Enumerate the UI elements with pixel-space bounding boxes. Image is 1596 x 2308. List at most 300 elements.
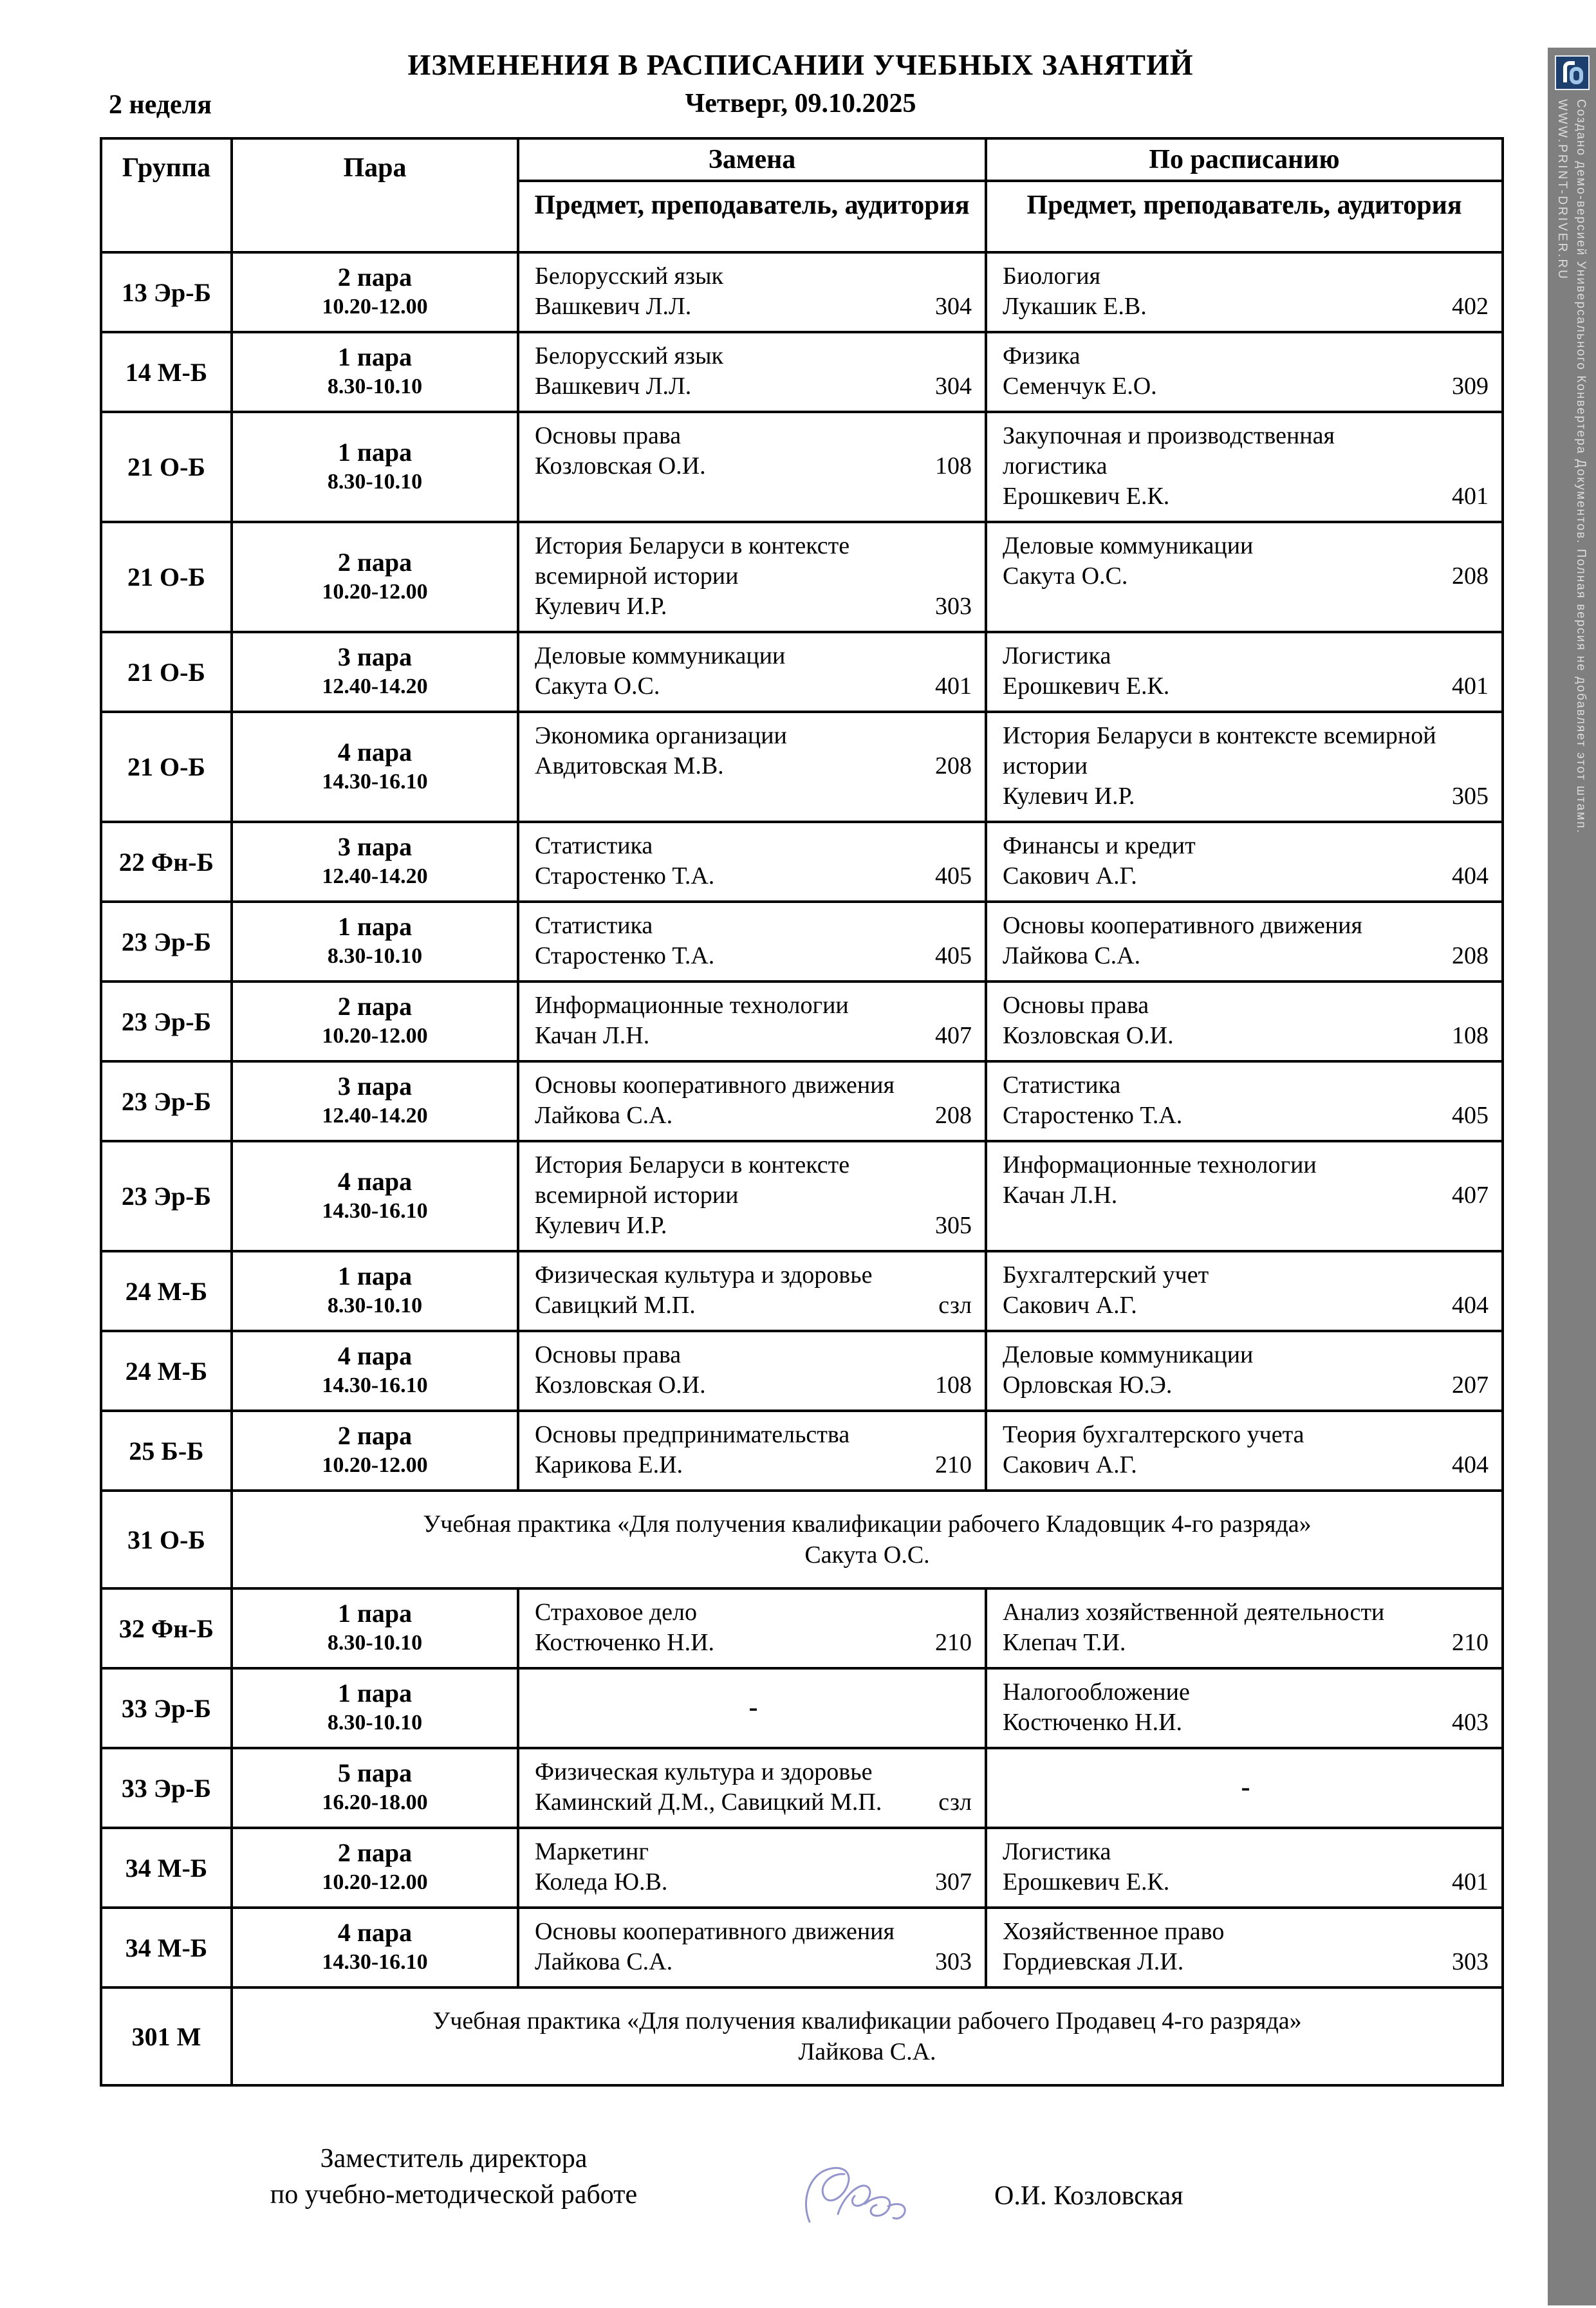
lesson-layout (1003, 1597, 1489, 1658)
lesson-teacher: Лукашик Е.В. (1003, 293, 1147, 320)
group-cell: 23 Эр-Б (101, 1061, 232, 1141)
table-row (101, 412, 1503, 522)
lesson-text (1003, 1070, 1182, 1131)
pair-cell (232, 1588, 518, 1668)
lesson-text (535, 1597, 714, 1658)
group-cell: 23 Эр-Б (101, 902, 232, 982)
replacement-subheader: Предмет, преподаватель, аудитория (518, 181, 986, 252)
pair-cell (232, 902, 518, 982)
lesson-subject: Деловые коммуникации (1003, 532, 1254, 559)
lesson-layout (1003, 421, 1489, 512)
lesson-layout (535, 1420, 972, 1480)
signer-position (196, 2141, 711, 2213)
pair-cell (232, 1251, 518, 1331)
room-number: 208 (1452, 942, 1489, 969)
date-label: Четверг, 09.10.2025 (685, 89, 916, 118)
pair-cell (232, 632, 518, 712)
lesson-teacher: Козловская О.И. (535, 452, 706, 479)
group-cell: 21 О-Б (101, 632, 232, 712)
lesson-layout (1003, 341, 1489, 402)
replacement-cell (518, 712, 986, 822)
room-number: 210 (1452, 1629, 1489, 1656)
lesson-subject: Биология (1003, 263, 1101, 290)
table-row (101, 1908, 1503, 1987)
lesson-layout (1003, 1070, 1489, 1131)
pair-time: 14.30-16.10 (322, 1950, 428, 1974)
scheduled-cell (986, 822, 1503, 902)
lesson-layout (1003, 831, 1489, 891)
pair-label: 4 пара (337, 737, 413, 767)
lesson-teacher: Семенчук Е.О. (1003, 373, 1157, 400)
subheader-line (100, 88, 1501, 126)
replacement-cell (518, 1588, 986, 1668)
lesson-teacher: Костюченко Н.И. (535, 1629, 715, 1656)
lesson-layout (1003, 991, 1489, 1051)
replacement-cell (518, 522, 986, 632)
lesson-teacher: Качан Л.Н. (535, 1022, 650, 1049)
table-row (101, 1251, 1503, 1331)
pair-time: 8.30-10.10 (327, 1631, 423, 1655)
room-number: 207 (1452, 1372, 1489, 1399)
watermark-line1: Создано демо-версией Универсального Конвертера Документов. Полная версия не добавляет этот штамп. (1574, 99, 1588, 834)
lesson-layout (1003, 911, 1489, 971)
lesson-text (1003, 341, 1157, 402)
watermark-text (1553, 99, 1590, 2223)
lesson-text (535, 1757, 882, 1818)
room-number: сзл (938, 1789, 972, 1816)
lesson-text (1003, 911, 1362, 971)
lesson-layout (1003, 721, 1489, 812)
lesson-subject: Закупочная и производственная логистика (1003, 422, 1335, 479)
lesson-text (1003, 641, 1169, 702)
room-number: 401 (1452, 673, 1489, 700)
lesson-subject: Белорусский язык (535, 342, 723, 369)
replacement-cell (518, 1141, 986, 1251)
lesson-text (535, 991, 849, 1051)
room-number: 401 (1452, 483, 1489, 510)
pair-cell (232, 1141, 518, 1251)
scheduled-cell (986, 982, 1503, 1061)
scheduled-cell (986, 522, 1503, 632)
pair-label: 3 пара (337, 832, 413, 861)
lesson-subject: Информационные технологии (1003, 1151, 1317, 1178)
pair-cell (232, 1748, 518, 1828)
page-root (0, 48, 1596, 2305)
lesson-subject: История Беларуси в контексте всемирной истории (535, 532, 850, 590)
table-row (101, 522, 1503, 632)
lesson-subject: Физическая культура и здоровье (535, 1261, 873, 1289)
lesson-teacher: Кулевич И.Р. (1003, 783, 1135, 810)
group-cell: 24 М-Б (101, 1251, 232, 1331)
table-row (101, 1061, 1503, 1141)
replacement-cell (518, 982, 986, 1061)
lesson-subject: Основы кооперативного движения (535, 1918, 895, 1945)
room-number: 404 (1452, 1451, 1489, 1478)
table-row (101, 902, 1503, 982)
lesson-text (1003, 1340, 1253, 1401)
pair-cell (232, 1331, 518, 1411)
lesson-text (1003, 991, 1174, 1051)
lesson-layout (535, 1757, 972, 1818)
scheduled-cell (986, 632, 1503, 712)
replacement-cell (518, 902, 986, 982)
table-row (101, 712, 1503, 822)
group-cell: 23 Эр-Б (101, 1141, 232, 1251)
group-cell: 24 М-Б (101, 1331, 232, 1411)
lesson-layout (535, 1597, 972, 1658)
scheduled-cell (986, 1141, 1503, 1251)
replacement-cell (518, 1331, 986, 1411)
practice-title: Учебная практика «Для получения квалификации рабочего Продавец 4-го разряда» (432, 2007, 1302, 2034)
dash-mark: - (1241, 1773, 1250, 1802)
lesson-teacher: Каминский Д.М., Савицкий М.П. (535, 1789, 882, 1816)
lesson-layout (1003, 1260, 1489, 1321)
lesson-text (535, 261, 723, 322)
lesson-subject: Финансы и кредит (1003, 832, 1196, 859)
lesson-text (1003, 1150, 1317, 1211)
lesson-text (535, 1420, 849, 1480)
lesson-teacher: Клепач Т.И. (1003, 1629, 1126, 1656)
room-number: 208 (1452, 563, 1489, 590)
group-cell: 14 М-Б (101, 332, 232, 412)
pair-label: 2 пара (337, 992, 413, 1021)
pair-time: 8.30-10.10 (327, 1711, 423, 1735)
room-number: 303 (935, 593, 972, 620)
pair-time: 10.20-12.00 (322, 1870, 428, 1894)
lesson-teacher: Гордиевская Л.И. (1003, 1948, 1184, 1975)
lesson-subject: Статистика (1003, 1072, 1121, 1099)
replacement-cell (518, 1411, 986, 1491)
pair-time: 14.30-16.10 (322, 1198, 428, 1223)
room-number: 108 (935, 452, 972, 479)
room-number: сзл (938, 1292, 972, 1319)
pair-time: 8.30-10.10 (327, 1294, 423, 1317)
pair-label: 4 пара (337, 1166, 413, 1196)
pair-time: 8.30-10.10 (327, 375, 423, 398)
lesson-text (1003, 1260, 1209, 1321)
group-cell: 32 Фн-Б (101, 1588, 232, 1668)
pair-time: 12.40-14.20 (322, 864, 428, 888)
pair-label: 2 пара (337, 1421, 413, 1450)
lesson-subject: Налогообложение (1003, 1679, 1190, 1706)
pair-label: 3 пара (337, 1072, 413, 1101)
room-number: 108 (1452, 1022, 1489, 1049)
scheduled-cell (986, 1828, 1503, 1908)
group-cell: 23 Эр-Б (101, 982, 232, 1061)
scheduled-cell (986, 332, 1503, 412)
room-number: 210 (935, 1629, 972, 1656)
lesson-subject: Деловые коммуникации (535, 642, 786, 669)
table-row (101, 1491, 1503, 1588)
lesson-layout (535, 261, 972, 322)
lesson-teacher: Старостенко Т.А. (535, 862, 715, 889)
replacement-cell (518, 1828, 986, 1908)
pair-cell (232, 1668, 518, 1748)
room-number: 405 (1452, 1102, 1489, 1129)
lesson-subject: Основы права (535, 1341, 682, 1368)
lesson-teacher: Вашкевич Л.Л. (535, 293, 692, 320)
pair-label: 4 пара (337, 1341, 413, 1370)
scheduled-cell (986, 1908, 1503, 1987)
lesson-layout (1003, 1340, 1489, 1401)
room-number: 307 (935, 1868, 972, 1895)
scheduled-cell (986, 1061, 1503, 1141)
lesson-teacher: Лайкова С.А. (535, 1948, 673, 1975)
watermark-line2: WWW.PRINT-DRIVER.RU (1555, 99, 1569, 281)
pair-time: 8.30-10.10 (327, 944, 423, 968)
lesson-layout (535, 1917, 972, 1977)
table-row (101, 1331, 1503, 1411)
lesson-teacher: Сакович А.Г. (1003, 1451, 1137, 1478)
lesson-teacher: Сакута О.С. (535, 673, 660, 700)
lesson-layout (535, 1260, 972, 1321)
lesson-subject: Информационные технологии (535, 992, 849, 1019)
pair-time: 10.20-12.00 (322, 1453, 428, 1477)
lesson-text (1003, 261, 1147, 322)
lesson-layout (535, 1150, 972, 1241)
lesson-subject: Бухгалтерский учет (1003, 1261, 1209, 1289)
lesson-subject: Основы права (535, 422, 682, 449)
replacement-cell (518, 1251, 986, 1331)
pair-label: 1 пара (337, 342, 413, 371)
pair-label: 1 пара (337, 437, 413, 467)
scheduled-cell (986, 1588, 1503, 1668)
room-number: 405 (935, 942, 972, 969)
practice-cell (232, 1491, 1503, 1588)
lesson-subject: Теория бухгалтерского учета (1003, 1421, 1304, 1448)
lesson-teacher: Сакута О.С. (1003, 563, 1128, 590)
lesson-text (535, 531, 927, 622)
lesson-text (535, 1150, 927, 1241)
lesson-text (1003, 721, 1444, 812)
group-cell: 21 О-Б (101, 712, 232, 822)
schedule-table-body (101, 252, 1503, 2085)
replacement-cell (518, 332, 986, 412)
room-number: 208 (935, 1102, 972, 1129)
lesson-teacher: Авдитовская М.В. (535, 752, 724, 779)
lesson-layout (1003, 1420, 1489, 1480)
group-cell: 301 М (101, 1987, 232, 2085)
room-number: 304 (935, 373, 972, 400)
pair-cell (232, 1061, 518, 1141)
table-row (101, 252, 1503, 332)
scheduled-cell (986, 902, 1503, 982)
pair-cell (232, 1828, 518, 1908)
pair-time: 10.20-12.00 (322, 295, 428, 319)
table-row (101, 1748, 1503, 1828)
room-number: 403 (1452, 1709, 1489, 1736)
lesson-subject: История Беларуси в контексте всемирной истории (535, 1151, 850, 1209)
pair-time: 12.40-14.20 (322, 675, 428, 698)
lesson-layout (1003, 641, 1489, 702)
pair-cell (232, 252, 518, 332)
lesson-teacher: Старостенко Т.А. (1003, 1102, 1183, 1129)
dash-mark: - (748, 1693, 758, 1722)
lesson-subject: Логистика (1003, 1838, 1111, 1865)
pair-cell (232, 822, 518, 902)
pair-cell (232, 1908, 518, 1987)
lesson-subject: Хозяйственное право (1003, 1918, 1225, 1945)
lesson-layout (535, 721, 972, 781)
pair-time: 8.30-10.10 (327, 469, 423, 494)
lesson-teacher: Карикова Е.И. (535, 1451, 683, 1478)
pair-time: 14.30-16.10 (322, 1373, 428, 1397)
scheduled-cell (986, 1668, 1503, 1748)
lesson-layout (535, 341, 972, 402)
lesson-text (1003, 531, 1253, 591)
room-number: 305 (1452, 783, 1489, 810)
practice-teacher: Сакута О.С. (804, 1541, 930, 1568)
print-driver-logo-icon (1555, 55, 1590, 90)
lesson-teacher: Коледа Ю.В. (535, 1868, 668, 1895)
lesson-text (535, 721, 787, 781)
signature-block (100, 2141, 1501, 2308)
pair-cell (232, 332, 518, 412)
table-row (101, 332, 1503, 412)
schedule-table-header (101, 138, 1503, 252)
lesson-text (535, 1917, 895, 1977)
pair-label: 1 пара (337, 1679, 413, 1708)
lesson-layout (535, 421, 972, 481)
lesson-text (1003, 1420, 1304, 1480)
lesson-text (1003, 1597, 1384, 1658)
group-cell: 21 О-Б (101, 522, 232, 632)
lesson-layout (1003, 1917, 1489, 1977)
group-cell: 34 М-Б (101, 1828, 232, 1908)
lesson-subject: Физика (1003, 342, 1081, 369)
lesson-teacher: Ерошкевич Е.К. (1003, 483, 1170, 510)
scheduled-subheader: Предмет, преподаватель, аудитория (986, 181, 1503, 252)
pair-label: 1 пара (337, 1599, 413, 1628)
table-row (101, 1588, 1503, 1668)
room-number: 303 (935, 1948, 972, 1975)
scheduled-cell (986, 252, 1503, 332)
lesson-teacher: Савицкий М.П. (535, 1292, 696, 1319)
scheduled-cell (986, 1251, 1503, 1331)
room-number: 407 (935, 1022, 972, 1049)
pair-cell (232, 412, 518, 522)
lesson-text (535, 911, 714, 971)
room-number: 210 (935, 1451, 972, 1478)
room-number: 305 (935, 1212, 972, 1239)
lesson-text (535, 831, 714, 891)
lesson-layout (535, 991, 972, 1051)
lesson-teacher: Сакович А.Г. (1003, 1292, 1137, 1319)
room-number: 304 (935, 293, 972, 320)
lesson-text (535, 421, 706, 481)
lesson-layout (1003, 531, 1489, 591)
room-number: 208 (935, 752, 972, 779)
lesson-text (535, 341, 723, 402)
group-cell: 21 О-Б (101, 412, 232, 522)
replacement-cell (518, 1908, 986, 1987)
table-row (101, 632, 1503, 712)
pair-label: 1 пара (337, 912, 413, 941)
table-row (101, 982, 1503, 1061)
group-cell: 34 М-Б (101, 1908, 232, 1987)
room-number: 402 (1452, 293, 1489, 320)
pair-cell (232, 1411, 518, 1491)
lesson-subject: Основы предпринимательства (535, 1421, 850, 1448)
group-cell: 25 Б-Б (101, 1411, 232, 1491)
pair-label: 2 пара (337, 263, 413, 292)
schedule-table (100, 137, 1504, 2087)
room-number: 401 (1452, 1868, 1489, 1895)
lesson-subject: Основы права (1003, 992, 1149, 1019)
pair-label: 1 пара (337, 1261, 413, 1290)
replacement-cell (518, 822, 986, 902)
lesson-subject: Основы кооперативного движения (535, 1072, 895, 1099)
lesson-subject: Страховое дело (535, 1599, 698, 1626)
room-number: 309 (1452, 373, 1489, 400)
pair-cell (232, 712, 518, 822)
table-row (101, 1411, 1503, 1491)
page-title: ИЗМЕНЕНИЯ В РАСПИСАНИИ УЧЕБНЫХ ЗАНЯТИЙ (407, 48, 1194, 81)
group-cell: 33 Эр-Б (101, 1668, 232, 1748)
group-cell: 22 Фн-Б (101, 822, 232, 902)
group-cell: 13 Эр-Б (101, 252, 232, 332)
lesson-layout (535, 1837, 972, 1897)
lesson-teacher: Лайкова С.А. (1003, 942, 1141, 969)
lesson-teacher: Козловская О.И. (535, 1372, 706, 1399)
practice-cell (232, 1987, 1503, 2085)
scheduled-cell (986, 412, 1503, 522)
pair-label: 4 пара (337, 1918, 413, 1947)
replacement-cell (518, 1668, 986, 1748)
scheduled-cell (986, 712, 1503, 822)
room-number: 108 (935, 1372, 972, 1399)
table-row (101, 1987, 1503, 2085)
lesson-text (1003, 1677, 1190, 1738)
lesson-layout (1003, 1150, 1489, 1211)
pair-time: 12.40-14.20 (322, 1104, 428, 1128)
table-row (101, 1141, 1503, 1251)
practice-teacher: Лайкова С.А. (798, 2038, 936, 2065)
week-label: 2 неделя (109, 90, 212, 120)
signer-name: О.И. Козловская (994, 2181, 1183, 2211)
lesson-teacher: Ерошкевич Е.К. (1003, 1868, 1170, 1895)
lesson-text (535, 1070, 895, 1131)
scheduled-cell (986, 1331, 1503, 1411)
lesson-layout (1003, 261, 1489, 322)
lesson-subject: История Беларуси в контексте всемирной истории (1003, 722, 1436, 779)
group-cell: 31 О-Б (101, 1491, 232, 1588)
lesson-subject: Логистика (1003, 642, 1111, 669)
scheduled-column-header: По расписанию (986, 138, 1503, 181)
group-column-header: Группа (101, 138, 232, 252)
pair-label: 5 пара (337, 1758, 413, 1787)
lesson-teacher: Орловская Ю.Э. (1003, 1372, 1173, 1399)
replacement-cell (518, 252, 986, 332)
lesson-text (1003, 1917, 1224, 1977)
group-cell: 33 Эр-Б (101, 1748, 232, 1828)
lesson-teacher: Кулевич И.Р. (535, 1212, 667, 1239)
lesson-layout (535, 531, 972, 622)
lesson-subject: Статистика (535, 832, 653, 859)
lesson-text (1003, 421, 1444, 512)
scheduled-cell (986, 1411, 1503, 1491)
replacement-cell (518, 632, 986, 712)
room-number: 404 (1452, 862, 1489, 889)
pair-time: 14.30-16.10 (322, 769, 428, 794)
lesson-layout (535, 1070, 972, 1131)
lesson-teacher: Вашкевич Л.Л. (535, 373, 692, 400)
pair-cell (232, 522, 518, 632)
replacement-cell (518, 1061, 986, 1141)
lesson-teacher: Качан Л.Н. (1003, 1182, 1118, 1209)
lesson-teacher: Козловская О.И. (1003, 1022, 1174, 1049)
pair-label: 2 пара (337, 1838, 413, 1867)
